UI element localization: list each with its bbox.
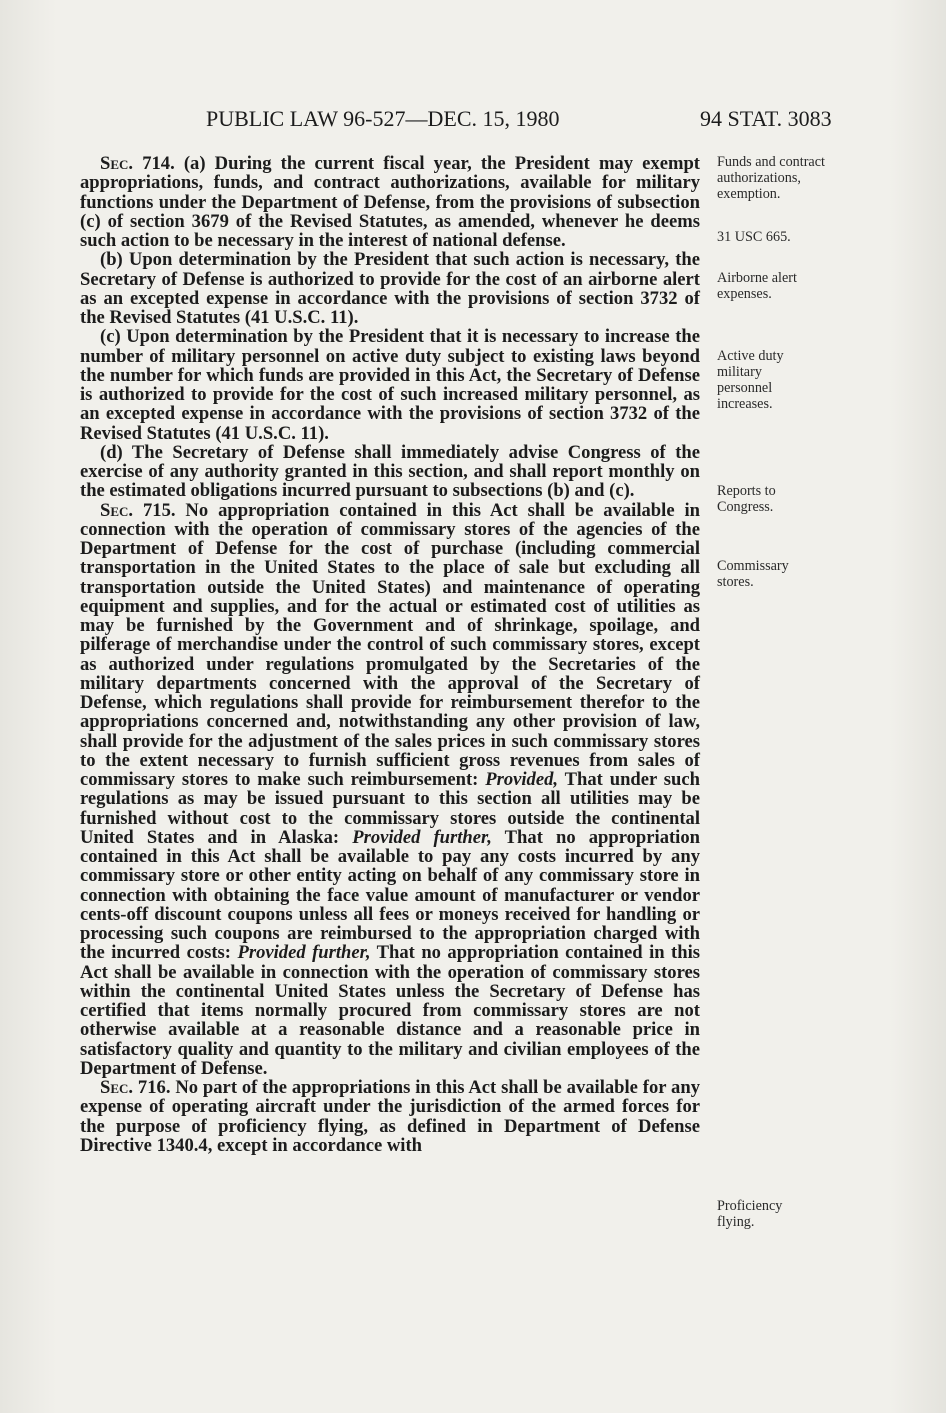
section-715-part-3: That no appropriation contained in this Act shall be available to pay any costs incurred by any commissary store or other entity acting on behalf of any commissary store in connection with obtaining the face value amount of manufacturer or vendor cents-off discount coupons unless all fees or moneys received for handling or processing such coupons are reimbursed to the appropriation charged with the incurred costs:	[80, 826, 700, 964]
section-714-c: (c) Upon determination by the President that it is necessary to increase the number of military personnel on active duty subject to existing laws beyond the number for which funds are provided in this Act, the Secretary of Defense is authorized to provide for the cost of such increased military personnel, as an excepted expense in accordance with the provisions of section 3732 of the Revised Statutes (41 U.S.C. 11).	[80, 326, 700, 444]
section-715	[80, 501, 700, 1079]
section-715-part-2: That under such regulations as may be issued pursuant to this section all utilities may be furnished without cost to the commissary stores outside the continental United States and in Alaska:	[80, 769, 700, 848]
body-text	[80, 154, 700, 1155]
proviso-1: Provided,	[485, 769, 559, 790]
margin-note-reports: Reports to Congress.	[717, 483, 776, 515]
proviso-2: Provided further,	[352, 826, 492, 848]
section-label: Sec.	[100, 153, 134, 174]
section-714-a-text: 714. (a) During the current fiscal year, the President may exempt appropriations, funds, and contract authorizations, available for military functions under the Department of Defense, from the provisions of subsection (c) of section 3679 of the Revised Statutes, as amended, whenever he deems such action to be necessary in the interest of national defense.	[80, 153, 700, 251]
page-header	[0, 106, 946, 136]
margin-note-usc: 31 USC 665.	[717, 229, 791, 245]
section-714-d: (d) The Secretary of Defense shall immediately advise Congress of the exercise of any authority granted in this section, and shall report monthly on the estimated obligations incurred pursuant to subsections (b) and (c).	[80, 441, 700, 502]
section-716-text: 716. No part of the appropriations in this Act shall be available for any expense of operating aircraft under the jurisdiction of the armed forces for the purpose of proficiency flying, as defined in Department of Defense Directive 1340.4, except in accordance with	[80, 1077, 700, 1156]
margin-note-airborne: Airborne alert expenses.	[717, 270, 797, 302]
section-714-b: (b) Upon determination by the President that such action is necessary, the Secretary of Defense is authorized to provide for the cost of an airborne alert as an excepted expense in accordance with the provisions of section 3732 of the Revised Statutes (41 U.S.C. 11).	[80, 249, 700, 328]
section-label: Sec.	[100, 499, 134, 521]
section-label: Sec.	[100, 1077, 134, 1098]
statute-page-number: 94 STAT. 3083	[700, 106, 832, 131]
margin-note-proficiency: Proficiency flying.	[717, 1198, 783, 1230]
margin-note-funds: Funds and contract authorizations, exemption.	[717, 154, 825, 202]
margin-note-commissary: Commissary stores.	[717, 558, 789, 590]
section-716	[80, 1078, 700, 1155]
public-law-citation: PUBLIC LAW 96-527—DEC. 15, 1980	[206, 106, 560, 131]
section-714-a	[80, 154, 700, 250]
section-715-part-4: That no appropriation contained in this Act shall be available in connection with the operation of commissary stores within the continental United States unless the Secretary of Defense has certified that items normally procured from commissary stores are not otherwise available at a reasonable distance and a reasonable price in satisfactory quality and quantity to the military and civilian employees of the Department of Defense.	[80, 942, 700, 1079]
proviso-3: Provided further,	[237, 942, 371, 964]
section-715-part-1: 715. No appropriation contained in this Act shall be available in connection with the operation of commissary stores of the agencies of the Department of Defense for the cost of purchase (including commercial transportation in the United States to the place of sale but excluding all transportation outside the United States) and maintenance of operating equipment and supplies, and for the actual or estimated cost of utilities as may be furnished by the Government and of shrinkage, spoilage, and pilferage of merchandise under the control of such commissary stores, except as authorized under regulations promulgated by the Secretaries of the military departments concerned with the approval of the Secretary of Defense, which regulations shall provide for reimbursement therefor to the appropriations concerned and, notwithstanding any other provision of law, shall provide for the adjustment of the sales prices in such commissary stores to the extent necessary to furnish sufficient gross revenues from sales of commissary stores to make such reimbursement:	[80, 499, 700, 790]
margin-note-active-duty: Active duty military personnel increases.	[717, 348, 784, 412]
